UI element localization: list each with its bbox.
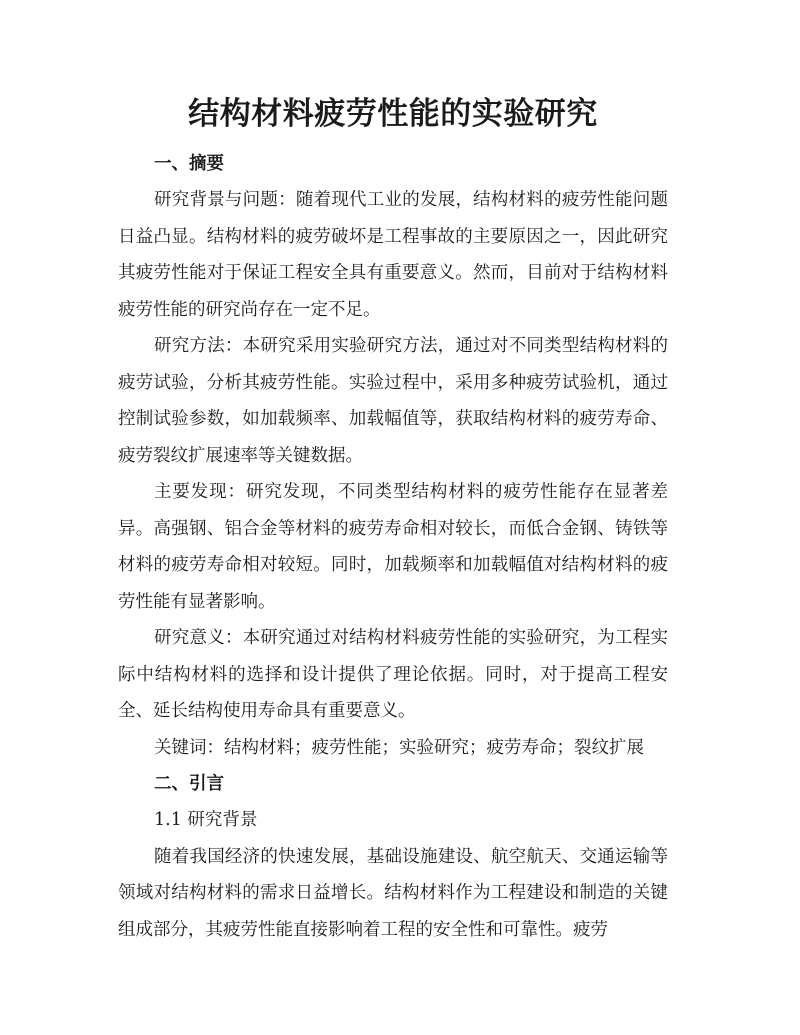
abstract-background-paragraph: 研究背景与问题：随着现代工业的发展，结构材料的疲劳性能问题日益凸显。结构材料的疲劳破坏是工程事故的主要原因之一，因此研究其疲劳性能对于保证工程安全具有重要意义。然而，目前对于结构材料疲劳性能的研究尚存在一定不足。 (118, 190, 668, 320)
abstract-heading: 一、摘要 (154, 154, 224, 174)
document-title: 结构材料疲劳性能的实验研究 (188, 96, 598, 132)
abstract-findings-paragraph: 主要发现：研究发现，不同类型结构材料的疲劳性能存在显著差异。高强钢、铝合金等材料的疲劳寿命相对较长，而低合金钢、铸铁等材料的疲劳寿命相对较短。同时，加载频率和加载幅值对结构材料的疲劳性能有显著影响。 (118, 482, 668, 612)
abstract-significance-paragraph: 研究意义：本研究通过对结构材料疲劳性能的实验研究，为工程实际中结构材料的选择和设计提供了理论依据。同时，对于提高工程安全、延长结构使用寿命具有重要意义。 (118, 628, 668, 721)
abstract-method-paragraph: 研究方法：本研究采用实验研究方法，通过对不同类型结构材料的疲劳试验，分析其疲劳性能。实验过程中，采用多种疲劳试验机，通过控制试验参数，如加载频率、加载幅值等，获取结构材料的疲劳寿命、疲劳裂纹扩展速率等关键数据。 (118, 336, 668, 466)
introduction-paragraph: 随着我国经济的快速发展，基础设施建设、航空航天、交通运输等领域对结构材料的需求日益增长。结构材料作为工程建设和制造的关键组成部分，其疲劳性能直接影响着工程的安全性和可靠性。疲劳 (118, 846, 668, 940)
research-background-subheading: 1.1 研究背景 (154, 810, 258, 830)
keywords-line: 关键词：结构材料；疲劳性能；实验研究；疲劳寿命；裂纹扩展 (154, 737, 644, 758)
introduction-heading: 二、引言 (154, 774, 224, 794)
